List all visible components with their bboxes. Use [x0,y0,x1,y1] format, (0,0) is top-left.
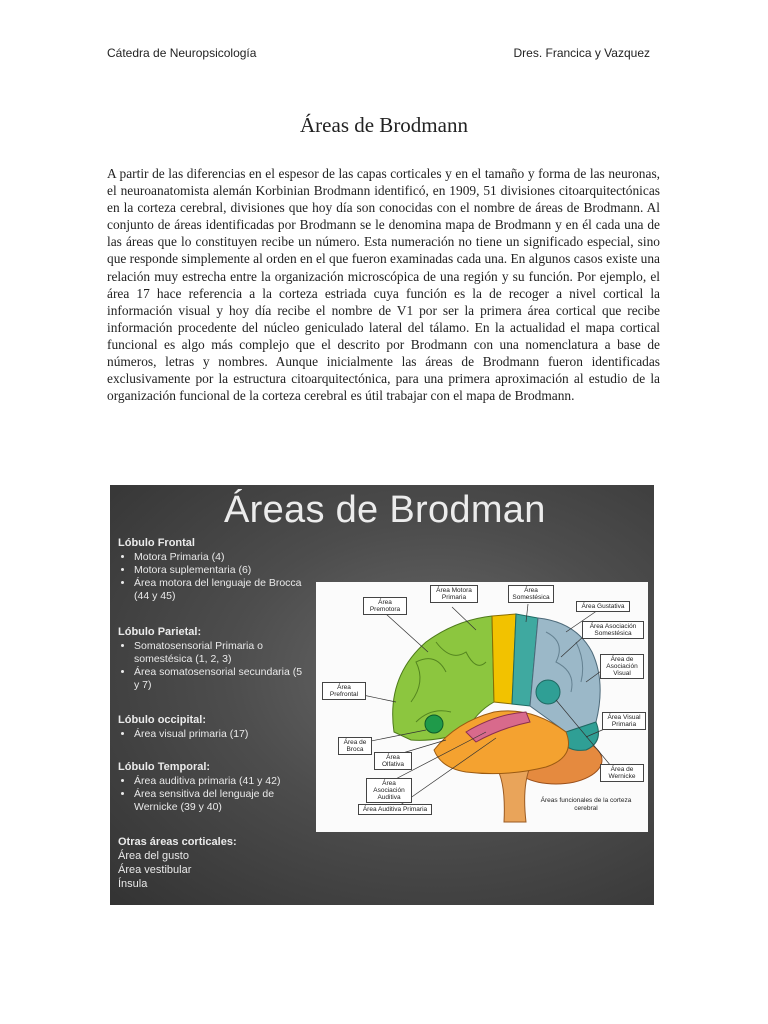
other-areas-section [118,835,237,891]
header-authors: Dres. Francica y Vazquez [513,46,650,60]
label-auditiva-primaria: Área Auditiva Primaria [358,804,432,815]
list-item: • Área somatosensorial secundaria (5 y 7) [134,666,308,692]
broca-area-shape [425,715,443,733]
list-item: • Motora suplementaria (6) [134,564,308,577]
label-broca: Área de Broca [338,737,372,755]
label-asociacion-auditiva: Área Asociación Auditiva [366,778,412,803]
label-wernicke: Área de Wernicke [600,764,644,782]
page-title: Áreas de Brodmann [300,113,468,137]
frontal-lobe-section [118,537,308,603]
label-prefrontal: Área Prefrontal [322,682,366,700]
brodmann-figure [110,485,654,905]
other-areas-heading: Otras áreas corticales: [118,836,237,848]
occipital-lobe-section [118,714,308,741]
frontal-lobe-heading: Lóbulo Frontal [118,537,195,549]
body-paragraph: A partir de las diferencias en el espesor de las capas corticales y en el tamaño y forma de las neuronas, el neuroanatomista alemán Korbinian Brodmann identificó, en 1909, 51 divisiones citoarquitectónicas en la corteza cerebral, divisiones que hoy día son conocidas con el nombre de áreas de Brodmann. Al conjunto de áreas identificadas por Brodmann se le denomina mapa de Brodmann y en él cada una de las áreas que lo constituyen recibe un número. Esta numeración no tiene un significado especial, sino que responde simplemente al orden en el que fueron examinadas cada una. En algunos casos existe una relación muy estrecha entre la organización microscópica de una región y su función. Por ejemplo, el área 17 hace referencia a la corteza estriada cuya función es la de recoger a nivel cortical la información visual y hoy día recibe el nombre de V1 por ser la primera área cortical que recibe información procedente del núcleo geniculado lateral del tálamo. En la actualidad el mapa cortical funcional es algo más complejo que el descrito por Brodmann con una nomenclatura a base de números, letras y nombres. Aunque inicialmente las áreas de Brodmann fueron identificadas exclusivamente por la estructura citoarquitectónica, para una primera aproximación al estudio de la organización funcional de la corteza cerebral es útil trabajar con el mapa de Brodmann. [107,166,660,404]
brain-diagram [316,582,648,832]
brainstem-shape [496,767,530,822]
list-item: • Motora Primaria (4) [134,551,308,564]
parietal-lobe-heading: Lóbulo Parietal: [118,626,202,638]
label-visual-primaria: Área Visual Primaria [602,712,646,730]
diagram-caption: Áreas funcionales de la corteza cerebral [540,797,632,812]
label-gustativa: Área Gustativa [576,601,630,612]
label-premotora: Área Premotora [363,597,407,615]
figure-title: Áreas de Brodman [224,489,546,531]
label-asociacion-somestesica: Área Asociación Somestésica [582,621,644,639]
list-item: • Área sensitiva del lenguaje de Wernicke (39 y 40) [134,788,308,814]
list-item: Área del gusto [118,850,189,862]
list-item: • Somatosensorial Primaria o somestésica (1, 2, 3) [134,640,308,666]
occipital-lobe-heading: Lóbulo occipital: [118,714,206,726]
list-item: Ínsula [118,878,148,890]
list-item: • Área auditiva primaria (41 y 42) [134,775,308,788]
label-asociacion-visual: Área de Asociación Visual [600,654,644,679]
list-item: • Área visual primaria (17) [134,728,308,741]
list-item: • Área motora del lenguaje de Brocca (44 y 45) [134,577,308,603]
header-department: Cátedra de Neuropsicología [107,46,257,60]
temporal-lobe-section [118,761,308,814]
parietal-lobe-section [118,626,308,692]
list-item: Área vestibular [118,864,192,876]
temporal-lobe-heading: Lóbulo Temporal: [118,761,211,773]
label-olfativa: Área Olfativa [374,752,412,770]
label-somestesica: Área Somestésica [508,585,554,603]
label-motora-primaria: Área Motora Primaria [430,585,478,603]
